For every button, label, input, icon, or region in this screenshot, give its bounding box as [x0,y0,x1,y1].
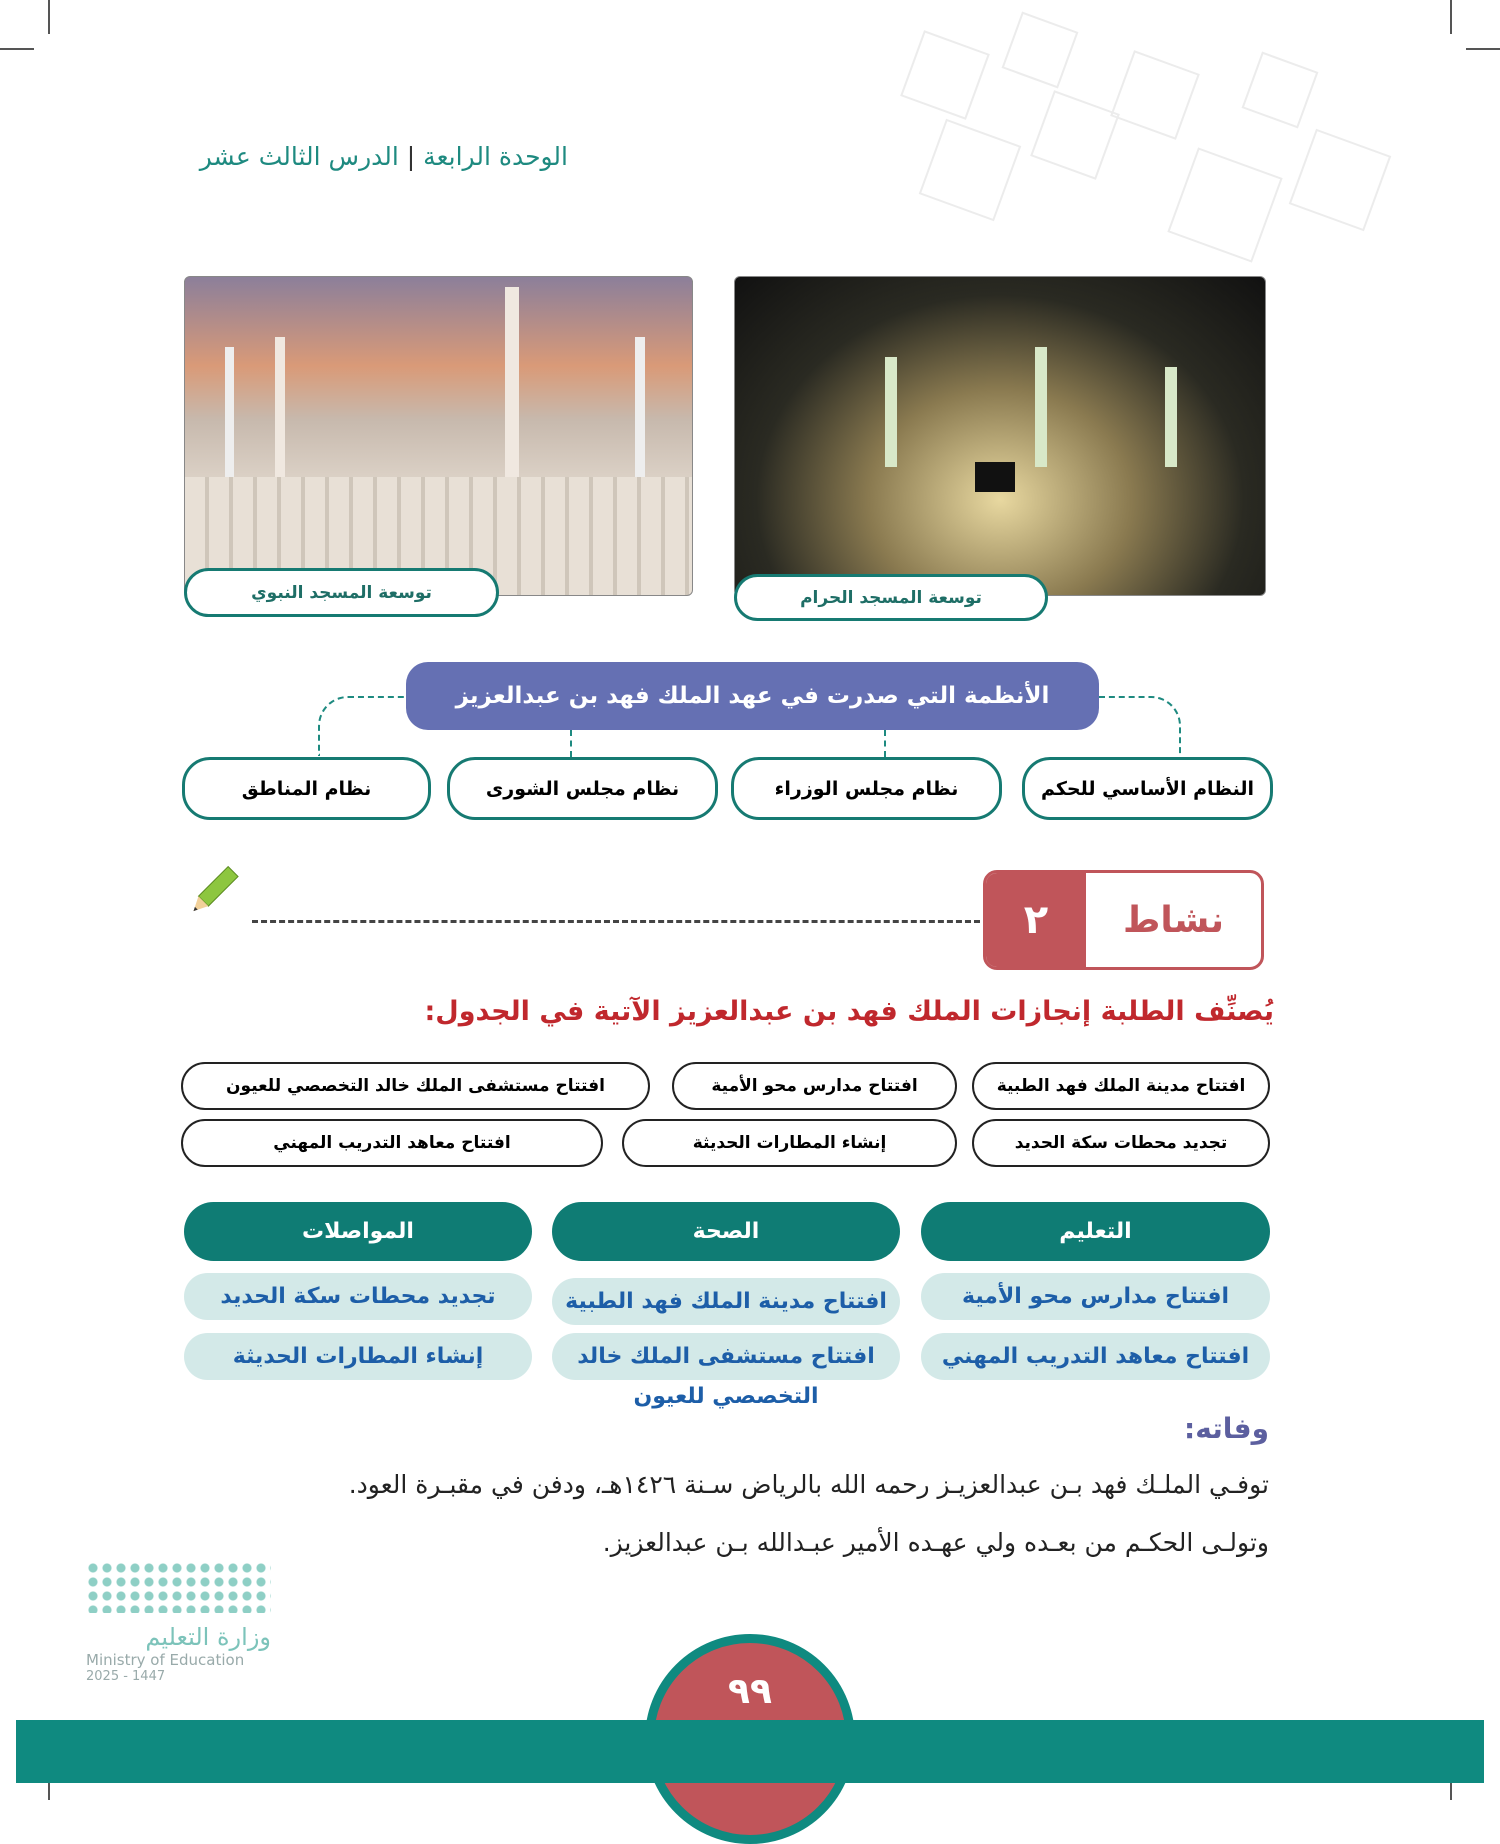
grand-mosque-photo [734,276,1266,596]
page-number: ٩٩ [645,1634,855,1844]
choice-item: تجديد محطات سكة الحديد [972,1119,1270,1167]
system-regions: نظام المناطق [182,757,431,820]
table-cell: افتتاح مدينة الملك فهد الطبية [552,1278,900,1325]
systems-title: الأنظمة التي صدرت في عهد الملك فهد بن عبدالعزيز [406,662,1099,730]
connector [884,730,886,757]
footer-bar [16,1720,1484,1783]
system-council-of-ministers: نظام مجلس الوزراء [731,757,1002,820]
activity-label: نشاط [1122,899,1225,941]
logo-dots-icon [86,1561,271,1613]
unit-label: الوحدة الرابعة [423,142,568,171]
death-paragraph-line2: وتولـى الحكـم من بعـده ولي عهـده الأمير عبـدالله بـن عبدالعزيز. [602,1528,1269,1557]
choice-item: افتتاح مدينة الملك فهد الطبية [972,1062,1270,1110]
choice-item: افتتاح مستشفى الملك خالد التخصصي للعيون [181,1062,650,1110]
prophet-mosque-photo [184,276,693,596]
death-paragraph-line1: توفـي الملـك فهد بـن عبدالعزيـز رحمه الله بالرياض سـنة ١٤٢٦هـ، ودفن في مقبـرة العود. [348,1470,1269,1499]
death-heading: وفاته: [1184,1412,1269,1445]
activity-question: يُصنِّف الطلبة إنجازات الملك فهد بن عبدالعزيز الآتية في الجدول: [424,996,1274,1027]
activity-dashed-line [252,920,980,923]
table-cell-overflow: التخصصي للعيون [633,1384,819,1409]
connector [1099,696,1181,756]
table-cell: افتتاح مستشفى الملك خالد [552,1333,900,1380]
column-header-transport: المواصلات [184,1202,532,1261]
system-shura-council: نظام مجلس الشورى [447,757,718,820]
logo-arabic: وزارة التعليم [145,1623,271,1651]
pencil-icon [186,862,242,922]
caption-prophet-mosque: توسعة المسجد النبوي [184,568,499,617]
choice-item: افتتاح معاهد التدريب المهني [181,1119,603,1167]
column-header-education: التعليم [921,1202,1270,1261]
activity-badge [983,870,1264,970]
caption-grand-mosque: توسعة المسجد الحرام [734,574,1048,621]
logo-year: 2025 - 1447 [86,1669,166,1684]
column-header-health: الصحة [552,1202,900,1261]
activity-number: ٢ [986,873,1086,967]
choice-item: افتتاح مدارس محو الأمية [672,1062,957,1110]
table-cell: تجديد محطات سكة الحديد [184,1273,532,1320]
table-cell: افتتاح مدارس محو الأمية [921,1273,1270,1320]
connector [318,696,406,756]
system-basic-law: النظام الأساسي للحكم [1022,757,1273,820]
lesson-label: الدرس الثالث عشر [199,142,399,171]
separator: | [406,142,416,171]
table-cell: إنشاء المطارات الحديثة [184,1333,532,1380]
ministry-logo [86,1561,271,1684]
unit-lesson-header [200,142,568,171]
logo-english: Ministry of Education [86,1651,245,1669]
connector [570,730,572,757]
choice-item: إنشاء المطارات الحديثة [622,1119,957,1167]
table-cell: افتتاح معاهد التدريب المهني [921,1333,1270,1380]
